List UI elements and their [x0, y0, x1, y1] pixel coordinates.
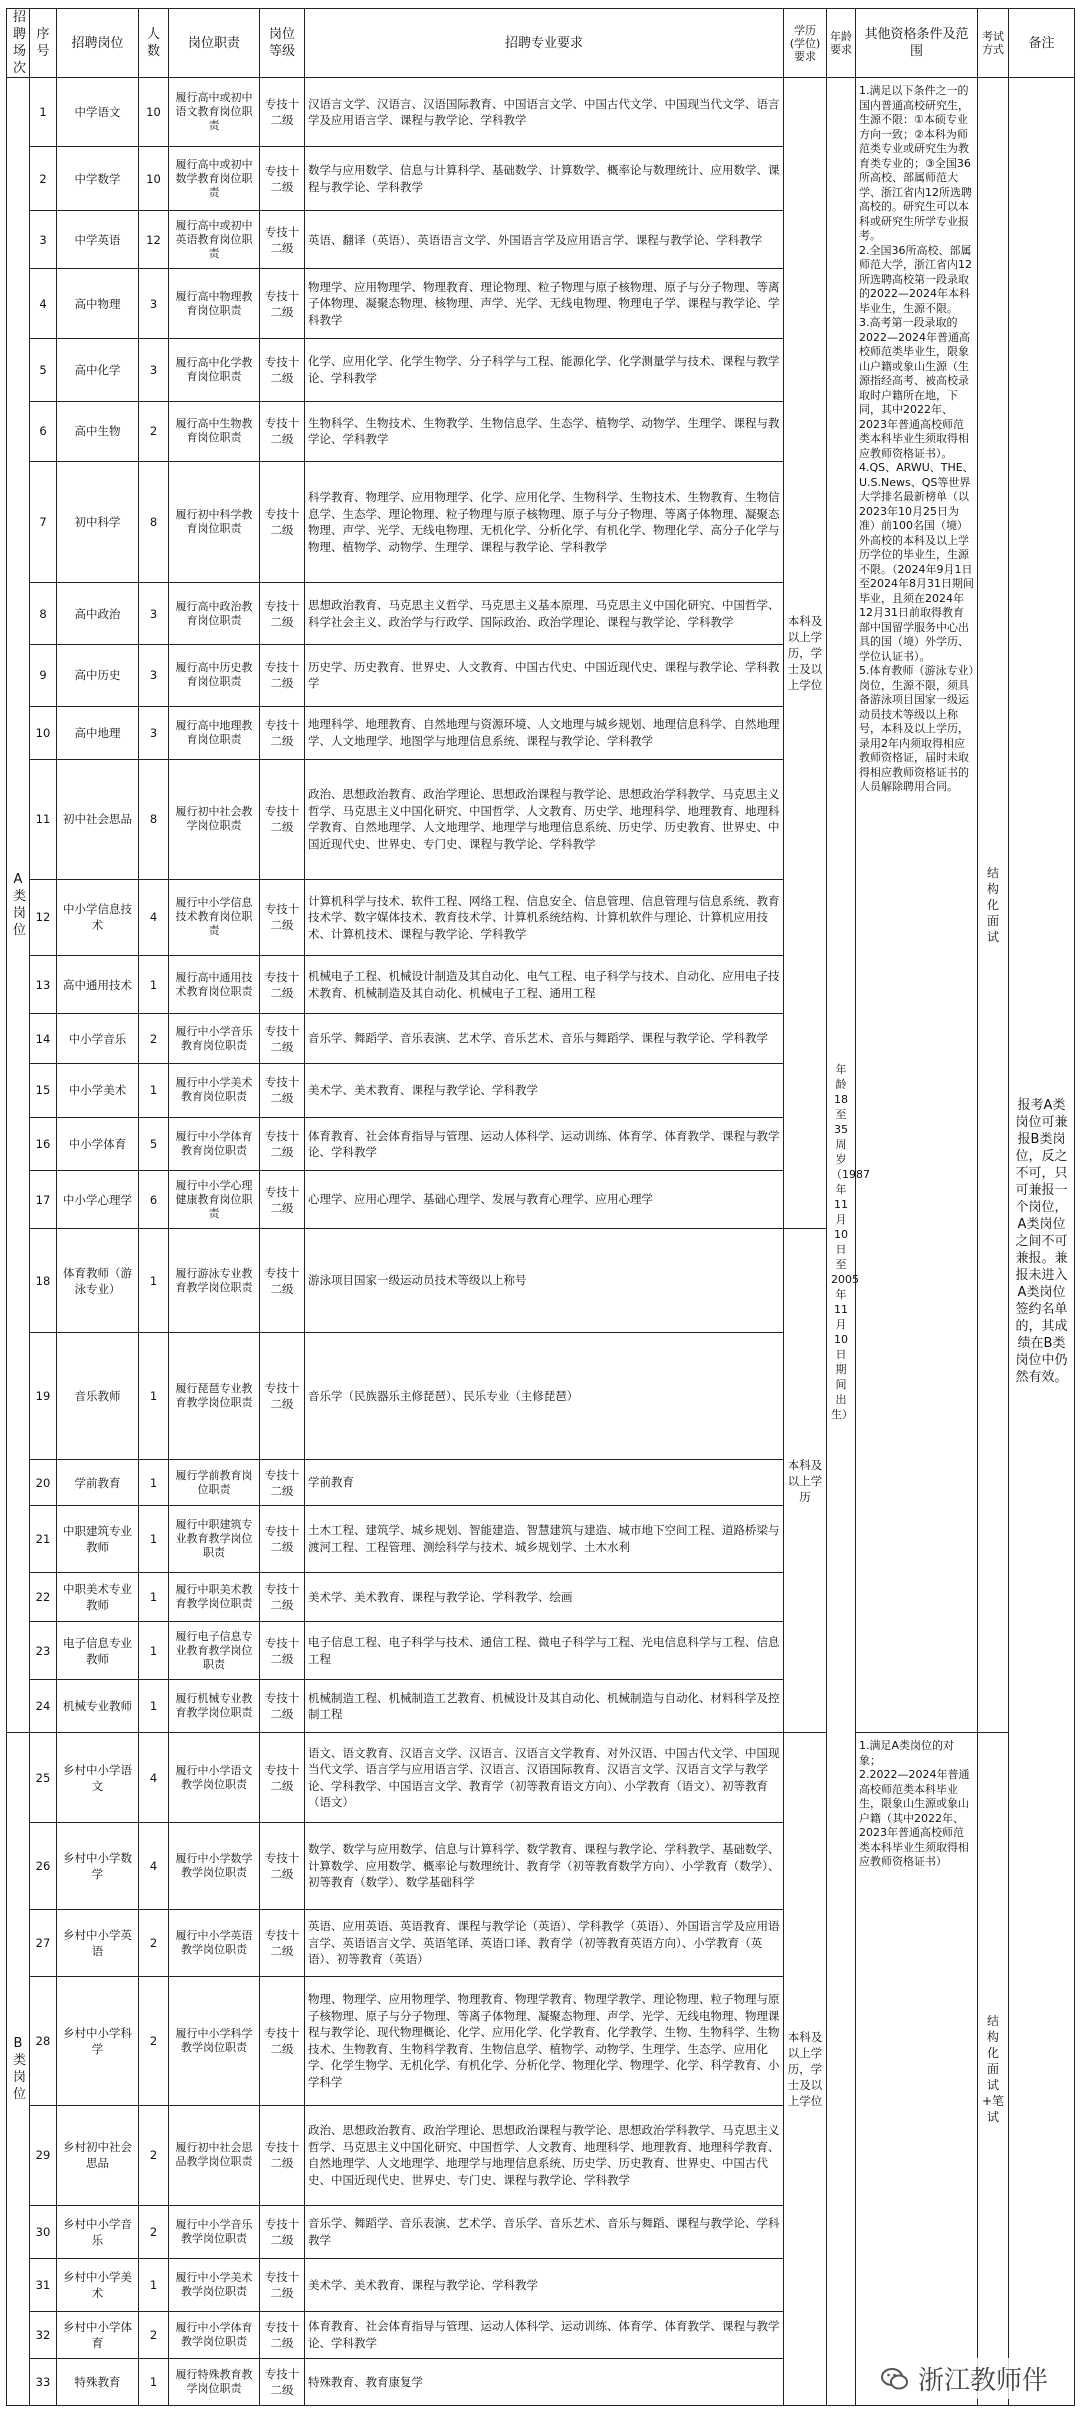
- major-requirement: 机械电子工程、机械设计制造及其自动化、电气工程、电子科学与技术、自动化、应用电子技术教育、机械制造及其自动化、机械电子工程、通用工程: [305, 956, 784, 1014]
- row-number: 9: [30, 644, 57, 706]
- position-count: 1: [139, 1622, 169, 1680]
- position-count: 2: [139, 1977, 169, 2105]
- position-duty: 履行学前教育岗位职责: [169, 1460, 260, 1506]
- header-count: 人数: [139, 9, 169, 78]
- position-grade: 专技十二级: [260, 706, 305, 759]
- position-duty: 履行高中地理教育岗位职责: [169, 706, 260, 759]
- watermark: [872, 2358, 1056, 2399]
- position-count: 4: [139, 1733, 169, 1823]
- position-name: 中学数学: [57, 147, 139, 211]
- position-duty: 履行高中化学教育岗位职责: [169, 338, 260, 401]
- position-count: 6: [139, 1171, 169, 1229]
- position-count: 2: [139, 1014, 169, 1063]
- row-number: 12: [30, 879, 57, 956]
- position-grade: 专技十二级: [260, 956, 305, 1014]
- position-grade: 专技十二级: [260, 2311, 305, 2358]
- row-number: 28: [30, 1977, 57, 2105]
- position-duty: 履行中小学体育教学岗位职责: [169, 2311, 260, 2358]
- header-grade: 岗位等级: [260, 9, 305, 78]
- row-number: 30: [30, 2205, 57, 2258]
- position-grade: 专技十二级: [260, 1171, 305, 1229]
- position-count: 4: [139, 1823, 169, 1909]
- position-name: 初中科学: [57, 462, 139, 583]
- position-grade: 专技十二级: [260, 2358, 305, 2405]
- position-duty: 履行中小学心理健康教育岗位职责: [169, 1171, 260, 1229]
- position-name: 电子信息专业教师: [57, 1622, 139, 1680]
- major-requirement: 化学、应用化学、化学生物学、分子科学与工程、能源化学、化学测量学与技术、课程与教学论、学科教学: [305, 338, 784, 401]
- major-requirement: 特殊教育、教育康复学: [305, 2358, 784, 2405]
- position-count: 2: [139, 401, 169, 462]
- table-row: [7, 1733, 1075, 1823]
- position-grade: 专技十二级: [260, 1014, 305, 1063]
- exam-method-a: 结构化面试: [978, 78, 1009, 1733]
- education-b: 本科及以上学历，学士及以上学位: [784, 1733, 827, 2406]
- row-number: 1: [30, 78, 57, 147]
- header-education: 学历(学位)要求: [784, 9, 827, 78]
- position-name: 乡村中小学数学: [57, 1823, 139, 1909]
- position-duty: 履行初中科学教育岗位职责: [169, 462, 260, 583]
- major-requirement: 历史学、历史教育、世界史、人文教育、中国古代史、中国近现代史、课程与教学论、学科教学: [305, 644, 784, 706]
- position-count: 3: [139, 644, 169, 706]
- row-number: 33: [30, 2358, 57, 2405]
- row-number: 13: [30, 956, 57, 1014]
- major-requirement: 学前教育: [305, 1460, 784, 1506]
- position-name: 乡村中小学体育: [57, 2311, 139, 2358]
- position-name: 高中地理: [57, 706, 139, 759]
- position-name: 高中政治: [57, 583, 139, 645]
- header-other: 其他资格条件及范围: [856, 9, 978, 78]
- position-count: 10: [139, 147, 169, 211]
- position-grade: 专技十二级: [260, 644, 305, 706]
- row-number: 23: [30, 1622, 57, 1680]
- position-name: 初中社会思品: [57, 759, 139, 879]
- position-grade: 专技十二级: [260, 1622, 305, 1680]
- education-a1: 本科及以上学历，学士及以上学位: [784, 78, 827, 1229]
- position-duty: 履行高中或初中数学教育岗位职责: [169, 147, 260, 211]
- major-requirement: 计算机科学与技术、软件工程、网络工程、信息安全、信息管理、信息管理与信息系统、教育技术学、数字媒体技术、教育技术学、计算机系统结构、计算机软件与理论、计算机应用技术、计算机技术、课程与教学论、学科教学: [305, 879, 784, 956]
- row-number: 15: [30, 1063, 57, 1117]
- row-number: 20: [30, 1460, 57, 1506]
- recruitment-table: [6, 8, 1075, 2406]
- position-name: 体育教师（游泳专业）: [57, 1229, 139, 1333]
- position-duty: 履行中小学英语教学岗位职责: [169, 1909, 260, 1976]
- position-count: 1: [139, 1063, 169, 1117]
- position-duty: 履行特殊教育教学岗位职责: [169, 2358, 260, 2405]
- table-row: [7, 78, 1075, 147]
- remark-a: 报考A类岗位可兼报B类岗位，反之不可，只可兼报一个岗位，A类岗位之间不可兼报。兼报未进入A类岗位签约名单的，其成绩在B类岗位中仍然有效。: [1009, 78, 1075, 2406]
- position-count: 3: [139, 338, 169, 401]
- major-requirement: 科学教育、物理学、应用物理学、化学、应用化学、生物科学、生物技术、生物教育、生物信息学、生态学、理论物理、粒子物理与原子核物理、原子与分子物理、等离子体物理、凝聚态物理、声学、光学、无线电物理、无机化学、分析化学、有机化学、物理化学、高分子化学与物理、植物学、动物学、生理学、课程与教学论、学科教学: [305, 462, 784, 583]
- position-grade: 专技十二级: [260, 1823, 305, 1909]
- major-requirement: 生物科学、生物技术、生物教学、生物信息学、生态学、植物学、动物学、生理学、课程与教学论、学科教学: [305, 401, 784, 462]
- position-name: 中职美术专业教师: [57, 1572, 139, 1621]
- position-duty: 履行中小学信息技术教育岗位职责: [169, 879, 260, 956]
- major-requirement: 汉语言文学、汉语言、汉语国际教育、中国语言文学、中国古代文学、中国现当代文学、语言学及应用语言学、课程与教学论、学科教学: [305, 78, 784, 147]
- header-row: [7, 9, 1075, 78]
- major-requirement: 物理学、应用物理学、物理教育、理论物理、粒子物理与原子核物理、原子与分子物理、等离子体物理、凝聚态物理、核物理、声学、光学、无线电物理、物理电子学、课程与教学论、学科教学: [305, 269, 784, 338]
- position-name: 乡村中小学英语: [57, 1909, 139, 1976]
- position-name: 乡村初中社会思品: [57, 2105, 139, 2205]
- position-name: 中小学美术: [57, 1063, 139, 1117]
- position-count: 1: [139, 1572, 169, 1621]
- position-grade: 专技十二级: [260, 2105, 305, 2205]
- position-grade: 专技十二级: [260, 759, 305, 879]
- major-requirement: 机械制造工程、机械制造工艺教育、机械设计及其自动化、机械制造与自动化、材料科学及控制工程: [305, 1680, 784, 1733]
- position-grade: 专技十二级: [260, 1909, 305, 1976]
- header-remark: 备注: [1009, 9, 1075, 78]
- position-count: 1: [139, 956, 169, 1014]
- major-requirement: 语文、语文教育、汉语言文学、汉语言、汉语言文学教育、对外汉语、中国古代文学、中国现当代文学、语言学与应用语言学、汉语言、汉语国际教育、汉语言文学、汉语言文学与教学论、学科教学、中国语言文学、教育学（初等教育语文方向）、小学教育（语文）、初等教育（语文）: [305, 1733, 784, 1823]
- position-grade: 专技十二级: [260, 1229, 305, 1333]
- position-count: 12: [139, 211, 169, 269]
- position-name: 乡村中小学科学: [57, 1977, 139, 2105]
- position-duty: 履行中职建筑专业教育教学岗位职责: [169, 1505, 260, 1572]
- position-grade: 专技十二级: [260, 1505, 305, 1572]
- position-duty: 履行高中政治教育岗位职责: [169, 583, 260, 645]
- position-count: 1: [139, 1229, 169, 1333]
- row-number: 25: [30, 1733, 57, 1823]
- position-count: 2: [139, 2105, 169, 2205]
- position-name: 高中化学: [57, 338, 139, 401]
- position-count: 8: [139, 462, 169, 583]
- position-name: 乡村中小学音乐: [57, 2205, 139, 2258]
- position-grade: 专技十二级: [260, 583, 305, 645]
- row-number: 31: [30, 2258, 57, 2311]
- watermark-text: 浙江教师伴: [917, 2366, 1048, 2396]
- position-grade: 专技十二级: [260, 401, 305, 462]
- row-number: 26: [30, 1823, 57, 1909]
- position-name: 高中通用技术: [57, 956, 139, 1014]
- row-number: 32: [30, 2311, 57, 2358]
- position-count: 4: [139, 879, 169, 956]
- position-grade: 专技十二级: [260, 1332, 305, 1459]
- major-requirement: 体育教育、社会体育指导与管理、运动人体科学、运动训练、体育学、体育教学、课程与教学论、学科教学: [305, 1118, 784, 1171]
- position-count: 5: [139, 1118, 169, 1171]
- position-count: 8: [139, 759, 169, 879]
- row-number: 10: [30, 706, 57, 759]
- major-requirement: 思想政治教育、马克思主义哲学、马克思主义基本原理、马克思主义中国化研究、中国哲学、科学社会主义、政治学与行政学、国际政治、政治学理论、课程与教学论、学科教学: [305, 583, 784, 645]
- position-count: 3: [139, 269, 169, 338]
- major-requirement: 政治、思想政治教育、政治学理论、思想政治课程与教学论、思想政治学科教学、马克思主义哲学、马克思主义中国化研究、中国哲学、人文教育、地理科学、地理教育、地理科学教育、自然地理学、人文地理学、地理学与地理信息系统、历史学、历史教育、世界史、中国古代史、中国近现代史、世界史、专门史、课程与教学论、学科教学: [305, 2105, 784, 2205]
- position-grade: 专技十二级: [260, 147, 305, 211]
- position-grade: 专技十二级: [260, 269, 305, 338]
- position-count: 2: [139, 2311, 169, 2358]
- position-grade: 专技十二级: [260, 1680, 305, 1733]
- row-number: 17: [30, 1171, 57, 1229]
- major-requirement: 音乐学、舞蹈学、音乐表演、艺术学、音乐学、音乐艺术、音乐与舞蹈、课程与教学论、学科教学: [305, 2205, 784, 2258]
- position-name: 中学英语: [57, 211, 139, 269]
- row-number: 2: [30, 147, 57, 211]
- position-grade: 专技十二级: [260, 1733, 305, 1823]
- position-name: 音乐教师: [57, 1332, 139, 1459]
- row-number: 5: [30, 338, 57, 401]
- row-number: 21: [30, 1505, 57, 1572]
- row-number: 18: [30, 1229, 57, 1333]
- position-grade: 专技十二级: [260, 1063, 305, 1117]
- position-duty: 履行中小学体育教育岗位职责: [169, 1118, 260, 1171]
- position-grade: 专技十二级: [260, 2258, 305, 2311]
- position-name: 高中物理: [57, 269, 139, 338]
- major-requirement: 数学、数学与应用数学、信息与计算科学、数学教育、课程与教学论、学科教学、基础数学、计算数学、应用数学、概率论与数理统计、教育学（初等教育数学方向）、小学教育（数学）、初等教育（数学）、数学基础科学: [305, 1823, 784, 1909]
- position-grade: 专技十二级: [260, 879, 305, 956]
- position-duty: 履行游泳专业教育教学岗位职责: [169, 1229, 260, 1333]
- major-requirement: 数学与应用数学、信息与计算科学、基础数学、计算数学、概率论与数理统计、应用数学、课程与教学论、学科教学: [305, 147, 784, 211]
- position-duty: 履行高中或初中语文教育岗位职责: [169, 78, 260, 147]
- position-duty: 履行中小学语文教学岗位职责: [169, 1733, 260, 1823]
- position-name: 中小学心理学: [57, 1171, 139, 1229]
- position-count: 1: [139, 2258, 169, 2311]
- position-duty: 履行中小学美术教学岗位职责: [169, 2258, 260, 2311]
- major-requirement: 英语、翻译（英语）、英语语言文学、外国语言学及应用语言学、课程与教学论、学科教学: [305, 211, 784, 269]
- position-grade: 专技十二级: [260, 1118, 305, 1171]
- header-no: 序号: [30, 9, 57, 78]
- row-number: 27: [30, 1909, 57, 1976]
- header-major: 招聘专业要求: [305, 9, 784, 78]
- position-duty: 履行琵琶专业教育教学岗位职责: [169, 1332, 260, 1459]
- age-requirement: 年龄18至35周岁（1987年11月10日至2005年11月10日期间出生）: [827, 78, 856, 2406]
- wechat-icon: [880, 2364, 910, 2394]
- major-requirement: 体育教育、社会体育指导与管理、运动人体科学、运动训练、体育学、体育教学、课程与教学论、学科教学: [305, 2311, 784, 2358]
- position-duty: 履行初中社会教学岗位职责: [169, 759, 260, 879]
- position-grade: 专技十二级: [260, 211, 305, 269]
- major-requirement: 物理、物理学、应用物理学、物理教育、物理学教育、物理学教学、理论物理、粒子物理与原子核物理、原子与分子物理、等离子体物理、凝聚态物理、声学、光学、无线电物理、物理课程与教学论、现代物理概论、化学、应用化学、化学教育、化学教学、生物、生物科学、生物技术、生物教育、生物科学教育、生物信息学、植物学、动物学、生理学、生态学、应用化学、化学生物学、无机化学、有机化学、分析化学、物理化学、物理学、化学、科学教育、小学科学: [305, 1977, 784, 2105]
- row-number: 8: [30, 583, 57, 645]
- row-number: 7: [30, 462, 57, 583]
- position-grade: 专技十二级: [260, 1977, 305, 2105]
- position-grade: 专技十二级: [260, 1460, 305, 1506]
- position-count: 1: [139, 1680, 169, 1733]
- row-number: 24: [30, 1680, 57, 1733]
- major-requirement: 政治、思想政治教育、政治学理论、思想政治课程与教学论、思想政治学科教学、马克思主义哲学、马克思主义中国化研究、中国哲学、人文教育、历史学、地理科学、地理教育、地理科学教育、自然地理学、人文地理学、地理学与地理信息系统、历史学、历史教育、世界史、中国近现代史、世界史、专门史、课程与教学论、学科教学: [305, 759, 784, 879]
- position-duty: 履行高中或初中英语教育岗位职责: [169, 211, 260, 269]
- position-count: 1: [139, 1332, 169, 1459]
- major-requirement: 英语、应用英语、英语教育、课程与教学论（英语）、学科教学（英语）、外国语言学及应用语言学、英语语言文学、英语笔译、英语口译、教育学（初等教育英语方向）、小学教育（英语）、初等教育（英语）: [305, 1909, 784, 1976]
- major-requirement: 音乐学、舞蹈学、音乐表演、艺术学、音乐艺术、音乐与舞蹈学、课程与教学论、学科教学: [305, 1014, 784, 1063]
- major-requirement: 音乐学（民族器乐主修琵琶）、民乐专业（主修琵琶）: [305, 1332, 784, 1459]
- position-duty: 履行电子信息专业教育教学岗位职责: [169, 1622, 260, 1680]
- group-b-label: B类岗位: [7, 1733, 30, 2406]
- position-name: 高中历史: [57, 644, 139, 706]
- position-name: 高中生物: [57, 401, 139, 462]
- major-requirement: 美术学、美术教育、课程与教学论、学科教学: [305, 2258, 784, 2311]
- position-duty: 履行中小学数学教学岗位职责: [169, 1823, 260, 1909]
- position-count: 1: [139, 1460, 169, 1506]
- major-requirement: 游泳项目国家一级运动员技术等级以上称号: [305, 1229, 784, 1333]
- major-requirement: 美术学、美术教育、课程与教学论、学科教学: [305, 1063, 784, 1117]
- position-grade: 专技十二级: [260, 338, 305, 401]
- position-name: 中职建筑专业教师: [57, 1505, 139, 1572]
- header-position: 招聘岗位: [57, 9, 139, 78]
- exam-method-b: 结构化面试+笔试: [978, 1733, 1009, 2406]
- position-grade: 专技十二级: [260, 1572, 305, 1621]
- position-name: 机械专业教师: [57, 1680, 139, 1733]
- position-duty: 履行中小学音乐教育岗位职责: [169, 1014, 260, 1063]
- header-venue: 招聘场次: [7, 9, 30, 78]
- row-number: 4: [30, 269, 57, 338]
- row-number: 29: [30, 2105, 57, 2205]
- position-duty: 履行机械专业教育教学岗位职责: [169, 1680, 260, 1733]
- position-duty: 履行中职美术教育教学岗位职责: [169, 1572, 260, 1621]
- position-duty: 履行高中生物教育岗位职责: [169, 401, 260, 462]
- header-exam: 考试方式: [978, 9, 1009, 78]
- position-duty: 履行中小学科学教学岗位职责: [169, 1977, 260, 2105]
- position-grade: 专技十二级: [260, 462, 305, 583]
- major-requirement: 心理学、应用心理学、基础心理学、发展与教育心理学、应用心理学: [305, 1171, 784, 1229]
- position-duty: 履行中小学音乐教学岗位职责: [169, 2205, 260, 2258]
- row-number: 3: [30, 211, 57, 269]
- position-duty: 履行中小学美术教育岗位职责: [169, 1063, 260, 1117]
- other-conditions-b: 1.满足A类岗位的对象； 2.2022—2024年普通高校师范类本科毕业生，限象山生源或象山户籍（其中2022年、2023年普通高校师范类本科毕业生须取得相应教师资格证书）: [856, 1733, 978, 2406]
- position-name: 学前教育: [57, 1460, 139, 1506]
- education-a2: 本科及以上学历: [784, 1229, 827, 1733]
- position-count: 2: [139, 2205, 169, 2258]
- header-duty: 岗位职责: [169, 9, 260, 78]
- header-age: 年龄要求: [827, 9, 856, 78]
- major-requirement: 电子信息工程、电子科学与技术、通信工程、微电子科学与工程、光电信息科学与工程、信息工程: [305, 1622, 784, 1680]
- group-a-label: A类岗位: [7, 78, 30, 1733]
- position-name: 中小学信息技术: [57, 879, 139, 956]
- position-name: 中学语文: [57, 78, 139, 147]
- position-count: 2: [139, 1909, 169, 1976]
- position-name: 特殊教育: [57, 2358, 139, 2405]
- row-number: 14: [30, 1014, 57, 1063]
- row-number: 6: [30, 401, 57, 462]
- position-name: 中小学体育: [57, 1118, 139, 1171]
- position-count: 10: [139, 78, 169, 147]
- major-requirement: 土木工程、建筑学、城乡规划、智能建造、智慧建筑与建造、城市地下空间工程、道路桥梁与渡河工程、工程管理、测绘科学与技术、城乡规划学、土木水利: [305, 1505, 784, 1572]
- major-requirement: 地理科学、地理教育、自然地理与资源环境、人文地理与城乡规划、地理信息科学、自然地理学、人文地理学、地图学与地理信息系统、课程与教学论、学科教学: [305, 706, 784, 759]
- position-count: 1: [139, 1505, 169, 1572]
- major-requirement: 美术学、美术教育、课程与教学论、学科教学、绘画: [305, 1572, 784, 1621]
- row-number: 11: [30, 759, 57, 879]
- position-duty: 履行高中物理教育岗位职责: [169, 269, 260, 338]
- position-name: 乡村中小学美术: [57, 2258, 139, 2311]
- other-conditions-a: 1.满足以下条件之一的国内普通高校研究生，生源不限：①本硕专业方向一致；②本科为师范类专业或研究生为教育类专业的；③全国36所高校、部属师范大学、浙江省内12所选聘高校的。研究生可以本科或研究生所学专业报考。 2.全国36所高校、部属师范大学，浙江省内12所选聘高校第一段录取的2022—2024年本科毕业生，生源不限。 3.高考第一段录取的2022—2024年普通高校师范类毕业生，限象山户籍或象山生源（生源指经高考、被高校录取时户籍所在地，下同，其中2022年、2023年普通高校师范类本科毕业生须取得相应教师资格证书）。 4.QS、ARWU、THE、U.S.News、QS等世界大学排名最新榜单（以2023年10月25日为准）前100名国（境）外高校的本科及以上学历学位的毕业生，生源不限。（2024年9月1日至2024年8月31日期间毕业，且须在2024年12月31日前取得教育部中国留学服务中心出具的国（境）外学历、学位认证书）。 5.体育教师（游泳专业）岗位，生源不限，须具备游泳项目国家一级运动员技术等级以上称号，本科及以上学历，录用2年内须取得相应教师资格证，届时未取得相应教师资格证书的人员解除聘用合同。: [856, 78, 978, 1733]
- position-duty: 履行初中社会思品教学岗位职责: [169, 2105, 260, 2205]
- position-duty: 履行高中通用技术教育岗位职责: [169, 956, 260, 1014]
- row-number: 16: [30, 1118, 57, 1171]
- position-count: 3: [139, 583, 169, 645]
- position-count: 3: [139, 706, 169, 759]
- position-grade: 专技十二级: [260, 78, 305, 147]
- row-number: 19: [30, 1332, 57, 1459]
- position-name: 中小学音乐: [57, 1014, 139, 1063]
- position-count: 1: [139, 2358, 169, 2405]
- row-number: 22: [30, 1572, 57, 1621]
- table-body: [7, 78, 1075, 2406]
- position-grade: 专技十二级: [260, 2205, 305, 2258]
- position-name: 乡村中小学语文: [57, 1733, 139, 1823]
- position-duty: 履行高中历史教育岗位职责: [169, 644, 260, 706]
